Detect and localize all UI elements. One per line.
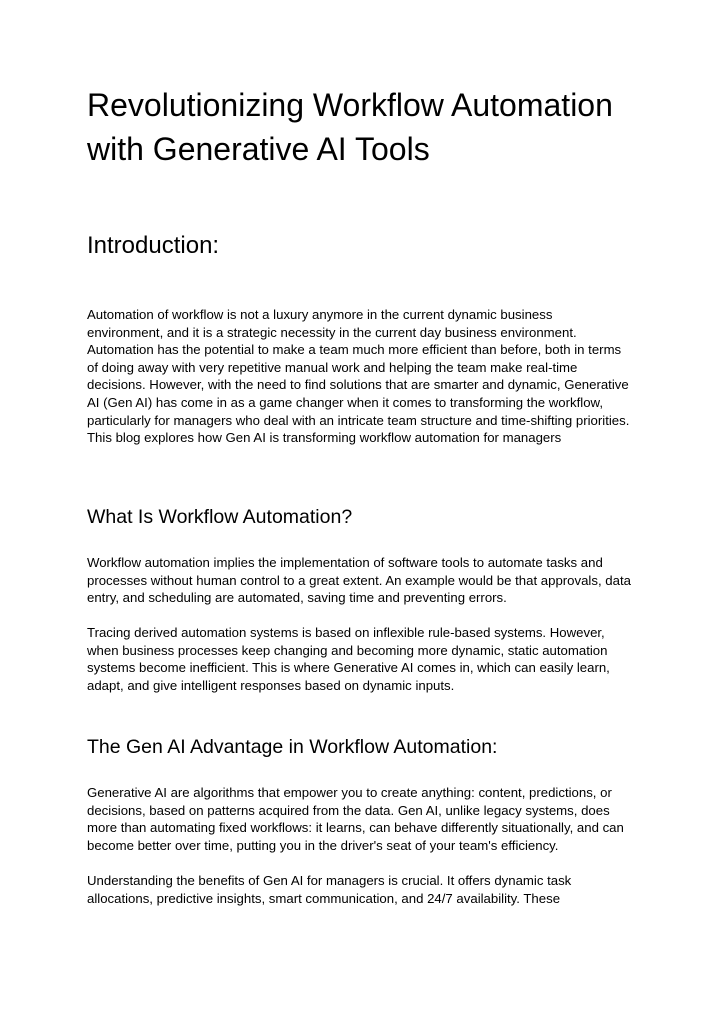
section-heading-gen-ai-advantage: The Gen AI Advantage in Workflow Automation: bbox=[87, 736, 498, 758]
document-title: Revolutionizing Workflow Automation with Generative AI Tools bbox=[87, 87, 613, 167]
section-heading-introduction: Introduction: bbox=[87, 232, 220, 259]
workflow-automation-paragraph-2: Tracing derived automation systems is based on inflexible rule-based systems. However, when business processes keep changing and becoming more dynamic, static automation systems become inefficient. This is where Generative AI comes in, which can easily learn, adapt, and give intelligent responses based on dynamic inputs. bbox=[87, 625, 610, 693]
gen-ai-advantage-paragraph-2: Understanding the benefits of Gen AI for managers is crucial. It offers dynamic task allocations, predictive insights, smart communication, and 24/7 availability. These bbox=[87, 873, 572, 906]
introduction-paragraph: Automation of workflow is not a luxury anymore in the current dynamic business environment, and it is a strategic necessity in the current day business environment. Automation has the potential to make a team much more efficient than before, both in terms of doing away with very repetitive manual work and helping the team make real-time decisions. However, with the need to find solutions that are smarter and dynamic, Generative AI (Gen AI) has come in as a game changer when it comes to transforming the workflow, particularly for managers who deal with an intricate team structure and time-shifting priorities. This blog explores how Gen AI is transforming workflow automation for managers bbox=[87, 307, 630, 446]
gen-ai-advantage-paragraph-1: Generative AI are algorithms that empower you to create anything: content, predictions, or decisions, based on patterns acquired from the data. Gen AI, unlike legacy systems, does more than automating fixed workflows: it learns, can behave differently situationally, and can become better over time, putting you in the driver's seat of your team's efficiency. bbox=[87, 785, 624, 853]
workflow-automation-paragraph-1: Workflow automation implies the implementation of software tools to automate tasks and processes without human control to a great extent. An example would be that approvals, data entry, and scheduling are automated, saving time and preventing errors. bbox=[87, 555, 631, 606]
section-heading-what-is-workflow-automation: What Is Workflow Automation? bbox=[87, 506, 353, 528]
